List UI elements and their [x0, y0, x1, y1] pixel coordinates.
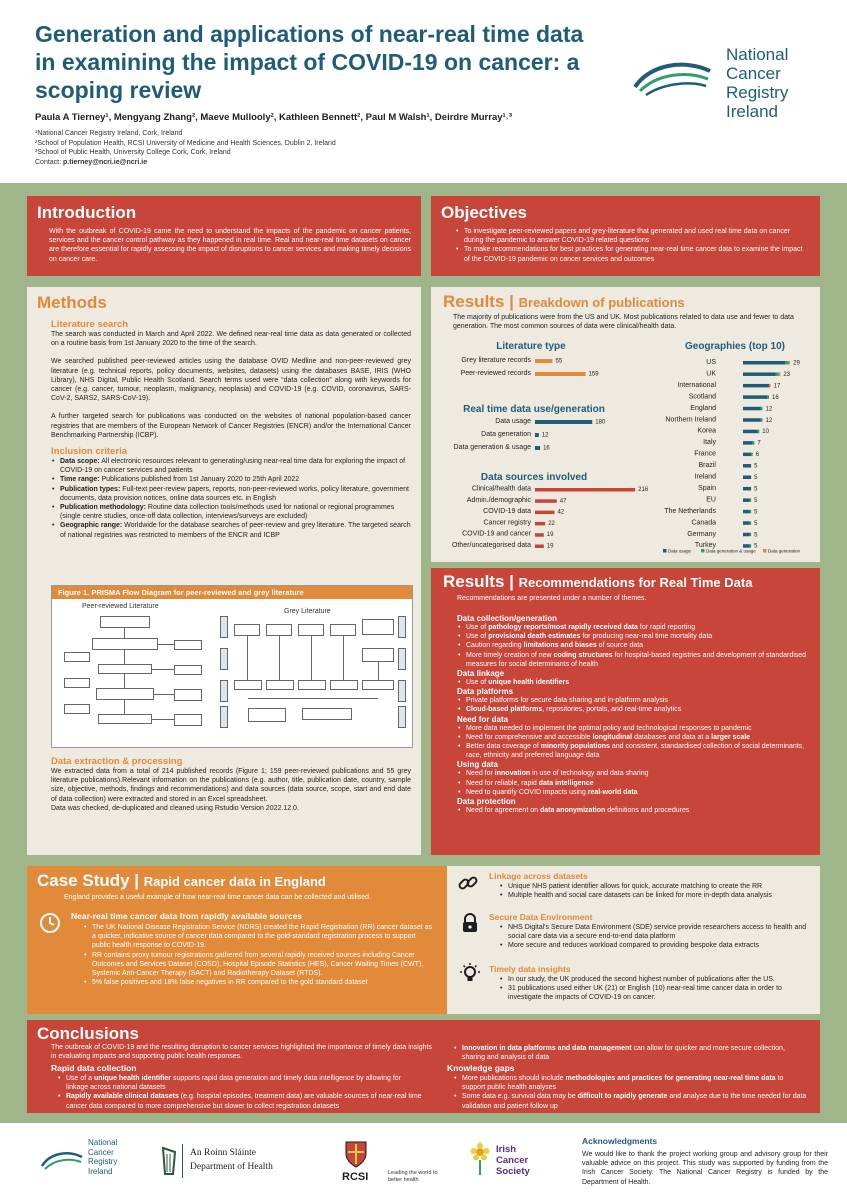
- data-label: 12: [541, 432, 549, 439]
- ncri-logo: [630, 45, 830, 135]
- prisma-figure: [51, 585, 413, 748]
- affiliation-2: ²School of Population Health, RCSI University of Medicine and Health Sciences, Dublin 2, Ireland: [35, 139, 336, 147]
- bar-segment: [743, 544, 750, 548]
- chart-title: Data sources involved: [480, 472, 588, 483]
- recommendations-sections: [457, 614, 807, 815]
- bar-segment: [753, 441, 755, 445]
- insight-list: [499, 975, 814, 1003]
- peer-reviewed-label: Peer-reviewed Literature: [82, 603, 159, 610]
- conclusion-item: • Innovation in data platforms and data management can allow for quicker and more secure collection, sharing and analysis of data: [453, 1044, 808, 1062]
- bar-segment: [750, 498, 752, 502]
- category-label: The Netherlands: [664, 507, 716, 515]
- case-study-heading: Case Study | Rapid cancer data in England: [37, 871, 326, 890]
- lit-search-p2: We searched published peer-reviewed articles using the database OVID Medline and non-peer-reviewed grey literature (e.g. technical reports, policy documents, websites, datasets) using the databases BASE, IRIS (WHO Library), NHS Digital, Public Health Scotland. Search terms used were “data collection” along with keywords for cancer (e.g. cancer, tumour, neoplasm, malignancy, neoplasia) and COVID-19 (e.g. COVID, coronavirus, SARS-CoV-2, SARS2, SARS-CoV-19).: [51, 358, 411, 403]
- knowledge-gaps-list: [453, 1074, 808, 1111]
- bar-segment: [761, 418, 763, 422]
- rec-section-title: Data linkage: [457, 669, 505, 679]
- data-label: 12: [765, 417, 773, 424]
- flow-box: [100, 616, 150, 628]
- objectives-heading: Objectives: [441, 203, 527, 222]
- category-label: International: [677, 381, 716, 389]
- bar: [535, 545, 544, 549]
- rec-item: • Need for reliable, rapid data intelligence: [457, 779, 807, 788]
- rec-section-list: [457, 769, 807, 797]
- bar-segment: [750, 544, 752, 548]
- bar-segment: [779, 372, 781, 376]
- bar-segment: [789, 361, 791, 365]
- authors: Paula A Tierney¹, Mengyang Zhang², Maeve Mullooly², Kathleen Bennett², Paul M Walsh¹, Deirdre Murray¹˒³: [35, 112, 513, 123]
- results-breakdown-heading: Results | Breakdown of publications: [443, 292, 685, 311]
- rec-section-list: [457, 678, 807, 687]
- bar: [535, 420, 592, 424]
- rec-item: • Need for agreement on data anonymization definitions and procedures: [457, 806, 807, 815]
- category-label: Northern Ireland: [665, 416, 716, 424]
- bar: [535, 372, 586, 376]
- rec-item: • Need for comprehensive and accessible longitudinal databases and data at a larger scale: [457, 733, 807, 742]
- inclusion-list: [51, 457, 411, 540]
- rec-section-list: [457, 623, 807, 669]
- data-label: 19: [546, 532, 554, 539]
- bar: [535, 446, 540, 450]
- lock-icon: [459, 912, 481, 934]
- recommendations-intro: Recommendations are presented under a number of themes.: [457, 595, 647, 602]
- bar-segment: [743, 418, 761, 422]
- flow-box: [98, 664, 152, 674]
- rec-item: • Private platforms for secure data sharing and in-platform analysis: [457, 696, 807, 705]
- bar-segment: [750, 521, 752, 525]
- category-label: Data generation: [481, 431, 531, 438]
- rec-item: • Need for innovation in use of technology and data sharing: [457, 769, 807, 778]
- rec-section-title: Data protection: [457, 797, 516, 807]
- lit-search-p1: The search was conducted in March and April 2022. We defined near-real time data as data generated or collected on a routine basis from 1st January 2020 to the time of the search.: [51, 331, 411, 348]
- inclusion-item: • Publication types: Full-text peer-review papers, reports, non-peer-reviewed works, policy literature, government documents, data provision notices, online data sources etc. in English: [51, 485, 411, 503]
- data-label: 5: [754, 486, 758, 493]
- flow-box: [266, 680, 294, 690]
- category-label: COVID-19 and cancer: [462, 530, 531, 538]
- rec-section-title: Using data: [457, 760, 498, 770]
- rec-item: • Use of unique health identifiers: [457, 678, 807, 687]
- bar-segment: [785, 361, 788, 365]
- category-label: US: [706, 359, 716, 366]
- lightbulb-icon: [459, 962, 481, 984]
- bar-segment: [743, 407, 761, 411]
- sde-title: Secure Data Environment: [489, 912, 593, 922]
- acknowledgments-title: Acknowledgments: [582, 1136, 658, 1146]
- category-label: Brazil: [698, 462, 716, 470]
- bar-segment: [758, 430, 760, 434]
- results-breakdown-panel: [431, 287, 820, 562]
- doh-irish-name: An Roinn Sláinte: [190, 1148, 256, 1158]
- bar-segment: [743, 441, 753, 445]
- rec-section-title: Data platforms: [457, 687, 514, 697]
- daffodil-icon: [468, 1142, 492, 1176]
- category-label: Cancer registry: [483, 519, 531, 527]
- data-label: 29: [793, 360, 800, 367]
- rcsi-logo: [340, 1140, 450, 1195]
- contact: Contact: p.tierney@ncri.ie@ncri.ie: [35, 158, 148, 166]
- legend-label: Data generation & usage: [706, 548, 756, 554]
- category-label: Canada: [691, 519, 716, 527]
- rec-item: • Caution regarding limitations and biases of source data: [457, 641, 807, 650]
- category-label: COVID-19 data: [483, 508, 531, 516]
- irish-cancer-society-logo: [468, 1140, 568, 1195]
- flow-box: [174, 714, 202, 726]
- recommendations-heading: Results | Recommendations for Real Time Data: [443, 572, 753, 591]
- data-label: 12: [765, 406, 773, 413]
- category-label: Grey literature records: [461, 357, 531, 364]
- bar-segment: [743, 476, 751, 480]
- flow-box: [234, 624, 260, 636]
- data-label: 180: [595, 419, 606, 426]
- rec-item: • Need to quantify COVID impacts using real-world data: [457, 788, 807, 797]
- bar-segment: [750, 510, 752, 513]
- bar-segment: [743, 487, 751, 491]
- category-label: Spain: [698, 484, 716, 492]
- footer-ncri-text: National Cancer Registry Ireland: [88, 1138, 118, 1176]
- rec-section-list: [457, 806, 807, 815]
- data-label: 16: [543, 445, 550, 452]
- data-label: 6: [755, 452, 760, 459]
- insight-item: • 31 publications used either UK (21) or English (10) near-real time cancer data in order to investigate the impacts of COVID-19 on cancer.: [499, 984, 814, 1002]
- data-label: 47: [559, 498, 567, 505]
- data-label: 42: [557, 509, 565, 516]
- extraction-heading: Data extraction & processing: [51, 756, 183, 767]
- rec-item: • Use of provisional death estimates for producing near-real time mortality data: [457, 632, 807, 641]
- conclusion-item: • Rapidly available clinical datasets (e.g. hospital episodes, treatment data) are valuable sources of near-real time cancer data compared to more comprehensive but slower to collect registration datasets: [57, 1092, 425, 1110]
- category-label: Clinical/health data: [471, 485, 531, 493]
- category-label: Korea: [697, 427, 716, 435]
- data-label: 5: [754, 543, 758, 550]
- conclusions-panel: [27, 1020, 820, 1113]
- bar: [535, 433, 539, 437]
- poster-title: Generation and applications of near-real time data in examining the impact of COVID-19 on cancer: a scoping review: [35, 21, 584, 103]
- harp-icon: [160, 1146, 178, 1176]
- flow-box: [234, 680, 262, 690]
- category-label: Germany: [687, 530, 716, 538]
- rapid-collection-title: Rapid data collection: [51, 1063, 137, 1073]
- bar-segment: [751, 453, 753, 457]
- knowledge-gap-item: • More publications should include methodologies and practices for generating near-real time data to support public health analyses: [453, 1074, 808, 1092]
- sde-item: • NHS Digital's Secure Data Environment (SDE) service provide researchers access to health and social care data via a secure end-to-end data platform: [499, 923, 814, 941]
- case-study-details-panel: [447, 866, 820, 1014]
- data-label: 17: [773, 383, 781, 390]
- bar-segment: [743, 395, 767, 399]
- lit-search-heading: Literature search: [51, 319, 129, 330]
- rcsi-tagline: Leading the world to better health: [388, 1170, 438, 1183]
- legend-swatch: [701, 549, 705, 553]
- bar-segment: [743, 521, 750, 525]
- extraction-text-2: Data was checked, de-duplicated and cleaned using Rstudio Version 2022.12.0.: [51, 804, 299, 812]
- inclusion-item: • Geographic range: Worldwide for the database searches of peer-review and grey literature. The targeted search of national registries was restricted to members of the ENCR and ICBP: [51, 521, 411, 539]
- footer-ncri-logo: [40, 1138, 140, 1193]
- bar: [535, 359, 553, 363]
- flow-box: [98, 714, 152, 724]
- category-label: Other/uncategorised data: [452, 542, 531, 549]
- results-breakdown-intro: The majority of publications were from the US and UK. Most publications related to data use and fewer to data generation. The most common sources of data were clinical/health data.: [453, 314, 794, 331]
- category-label: Italy: [703, 439, 716, 447]
- flow-box: [298, 624, 324, 636]
- data-label: 5: [754, 509, 758, 516]
- ics-name: Irish Cancer Society: [496, 1144, 530, 1177]
- affiliation-1: ¹National Cancer Registry Ireland, Cork, Ireland: [35, 130, 183, 137]
- inclusion-heading: Inclusion criteria: [51, 446, 128, 458]
- conclusions-intro: The outbreak of COVID-19 and the resulting disruption to cancer services highlighted the importance of timely data insights in evaluating impacts and supporting public health responses.: [51, 1044, 432, 1061]
- data-label: 5: [754, 520, 758, 527]
- inclusion-item: • Data scope: All electronic resources relevant to generating/using near-real time data for exploring the impact of COVID-19 on cancer services and patients: [51, 457, 411, 475]
- rapid-sources-list: [83, 923, 435, 987]
- case-study-panel: [27, 866, 447, 1014]
- insight-item: • In our study, the UK produced the second highest number of publications after the US.: [499, 975, 814, 984]
- flow-box: [64, 678, 90, 688]
- data-label: 16: [772, 394, 779, 401]
- ncri-logo-text: National Cancer Registry Ireland: [726, 45, 789, 121]
- acknowledgments: [582, 1136, 828, 1187]
- figure-caption: Figure 1. PRISMA Flow Diagram for peer-reviewed and grey literature: [52, 586, 412, 599]
- rapid-source-item: • The UK National Disease Registration Service (NDRS) created the Rapid Registration (RR) cancer dataset as a quicker, indicative source of cancer data compared to the gold-standard registration process to support public health response to COVID-19.: [83, 923, 435, 951]
- legend-label: Data usage: [668, 548, 692, 554]
- rec-item: • More timely creation of new coding structures for hospital-based registries and development of standardised measures for social determinants of health: [457, 651, 807, 669]
- affiliation-3: ³School of Public Health, University College Cork, Cork, Ireland: [35, 149, 231, 157]
- inclusion-item: • Publication methodology: Routine data collection tools/methods used for national or regional programmes (single centre studies, once-off data collection, interviews/surveys are excluded): [51, 503, 411, 521]
- category-label: Data generation & usage: [453, 444, 531, 451]
- acknowledgments-text: We would like to thank the project working group and advisory group for their valuable advice on this project. This study was supported by funding from the Irish Cancer Society. The National Cancer Registry is funded by the Department of Health.: [582, 1151, 828, 1186]
- rapid-source-item: • RR contains proxy tumour registrations gathered from several rapidly received sources including Cancer Outcomes and Services Dataset (COSD), Hospital Episode Statistics (HES), Cancer Waiting Times (CWT), Systemic Anti-Cancer Therapy (SACT) and Radiotherapy Dataset (RTDS).: [83, 951, 435, 979]
- category-label: UK: [706, 370, 716, 378]
- bar-segment: [743, 510, 750, 513]
- affiliations: [35, 129, 336, 167]
- link-icon: [457, 872, 479, 894]
- data-label: 216: [638, 487, 649, 493]
- linkage-item: • Unique NHS patient identifier allows for quick, accurate matching to create the RR: [499, 882, 814, 891]
- introduction-panel: [27, 196, 421, 276]
- contact-email[interactable]: p.tierney@ncri.ie@ncri.ie: [63, 158, 148, 166]
- data-label: 22: [548, 520, 555, 527]
- department-of-health-logo: [160, 1140, 300, 1190]
- flow-box: [64, 652, 90, 662]
- bar-segment: [743, 384, 769, 388]
- data-label: 5: [754, 532, 758, 539]
- rapid-sources-title: Near-real time cancer data from rapidly available sources: [71, 911, 303, 921]
- objectives-list: [441, 227, 810, 264]
- objective-item: • To make recommendations for best practices for generating near-real time cancer data to examine the impact of the COVID-19 pandemic on cancer services and outcomes: [455, 245, 810, 263]
- bar: [535, 499, 557, 503]
- flow-box: [362, 619, 394, 635]
- flow-box: [330, 624, 356, 636]
- rec-section-title: Need for data: [457, 714, 509, 724]
- flow-box: [92, 638, 158, 650]
- bar-segment: [769, 384, 771, 388]
- bar-segment: [743, 453, 751, 457]
- category-label: Turkey: [694, 542, 716, 550]
- innovation-list: [453, 1044, 808, 1062]
- methods-panel: [27, 287, 421, 855]
- data-label: 159: [588, 371, 599, 378]
- bar: [535, 511, 554, 514]
- bar-segment: [743, 464, 751, 468]
- data-label: 5: [754, 497, 758, 504]
- objectives-panel: [431, 196, 820, 276]
- rec-item: • More data needed to implement the optimal policy and technological responses to pandemic: [457, 724, 807, 733]
- ncri-swirl-icon: [40, 1150, 84, 1172]
- data-label: 10: [762, 429, 769, 436]
- linkage-list: [499, 882, 814, 900]
- category-label: Scotland: [688, 393, 716, 401]
- data-label: 5: [754, 475, 758, 481]
- rcsi-crest-icon: [344, 1140, 368, 1168]
- case-study-intro: England provides a useful example of how near-real time cancer data can be collected and utilised.: [64, 894, 372, 901]
- bar-segment: [761, 407, 763, 411]
- sde-item: • More secure and reduces workload compared to providing bespoke data extracts: [499, 941, 814, 950]
- lit-search-p3: A further targeted search for publications was conducted on the websites of national population-based cancer registries that are members of the European Network of Cancer Registries (ENCR) and/or the International Cancer Benchmarking Partnership (ICBP).: [51, 413, 411, 439]
- flow-box: [174, 665, 202, 675]
- category-label: Ireland: [694, 473, 716, 481]
- sde-list: [499, 923, 814, 951]
- flow-box: [362, 648, 394, 662]
- bar-segment: [750, 533, 752, 537]
- bar: [535, 522, 545, 526]
- data-label: 19: [546, 543, 554, 550]
- linkage-item: • Multiple health and social care datasets can be linked for more in-depth data analysis: [499, 891, 814, 900]
- bar-segment: [743, 372, 776, 376]
- rec-item: • Cloud-based platforms, repositories, portals, and real-time analytics: [457, 705, 807, 714]
- bar-segment: [743, 533, 750, 537]
- conclusions-heading: Conclusions: [37, 1024, 140, 1043]
- rec-item: • Better data coverage of minority populations and consistent, standardised collection of social determinants, race, ethnicity and preferred language data: [457, 742, 807, 760]
- bar: [535, 533, 544, 537]
- rec-item: • Use of pathology reports/most rapidly received data for rapid reporting: [457, 623, 807, 632]
- rec-section-title: Data collection/generation: [457, 614, 558, 623]
- flow-box: [362, 680, 394, 690]
- category-label: France: [694, 450, 716, 458]
- bar-segment: [743, 361, 785, 365]
- flow-box: [298, 680, 326, 690]
- grey-literature-label: Grey Literature: [284, 608, 331, 615]
- chart-title: Geographies (top 10): [684, 341, 786, 352]
- flow-box: [174, 689, 202, 701]
- knowledge-gap-item: • Some data e.g. survival data may be difficult to rapidly generate and analyse due to the time needed for data validation and patient follow up: [453, 1092, 808, 1110]
- data-label: 55: [555, 358, 563, 365]
- extraction-text: We extracted data from a total of 214 published records (Figure 1; 159 peer-reviewed publications and 55 grey literature publications).Relevant information on the publications (e.g. author, title, publication date, country, sample size, objective, methods, findings and recommendations) and data sources (data source, scope, start and end date of data collection) were extracted and stored in an Excel spreadsheet.: [51, 768, 411, 803]
- ncri-swirl-icon: [630, 59, 715, 99]
- bar: [535, 488, 635, 492]
- rapid-source-item: • 5% false positives and 18% false negatives in RR compared to the gold standard dataset: [83, 978, 435, 987]
- rapid-collection-list: [57, 1074, 425, 1111]
- rcsi-name: RCSI: [342, 1171, 369, 1183]
- doh-english-name: Department of Health: [190, 1162, 273, 1172]
- knowledge-gaps-title: Knowledge gaps: [447, 1063, 515, 1073]
- breakdown-charts: [431, 287, 820, 562]
- inclusion-item: • Time range: Publications published from 1st January 2020 to 25th April 2022: [51, 475, 411, 484]
- bar-segment: [776, 372, 779, 376]
- clock-icon: [39, 912, 61, 934]
- extraction-section: [51, 756, 411, 813]
- category-label: Admin./demographic: [466, 496, 531, 504]
- flow-box: [64, 704, 90, 714]
- objective-item: • To investigate peer-reviewed papers and grey-literature that generated and used real time data on cancer during the pandemic to answer COVID-19 related questions: [455, 227, 810, 245]
- recommendations-panel: [431, 568, 820, 855]
- methods-body: [51, 319, 411, 540]
- legend-label: Data generation: [768, 548, 801, 554]
- flow-box: [174, 640, 202, 650]
- methods-heading: Methods: [37, 293, 107, 312]
- legend-swatch: [763, 549, 767, 553]
- category-label: Peer-reviewed records: [460, 370, 531, 377]
- rec-section-list: [457, 724, 807, 761]
- flow-box: [330, 680, 358, 690]
- data-label: 5: [754, 463, 758, 470]
- bar-segment: [743, 430, 758, 434]
- data-label: 7: [757, 440, 761, 447]
- flow-box: [302, 708, 352, 720]
- rec-section-list: [457, 696, 807, 714]
- insight-title: Timely data insights: [489, 964, 571, 974]
- category-label: England: [690, 404, 716, 412]
- flow-box: [248, 708, 286, 722]
- conclusion-item: • Use of a unique health identifier supports rapid data generation and timely data intelligence by allowing for linkage across national datasets: [57, 1074, 425, 1092]
- category-label: Data usage: [495, 418, 531, 425]
- flow-box: [96, 688, 154, 700]
- bar-segment: [743, 498, 750, 502]
- introduction-text: With the outbreak of COVID-19 came the need to understand the impacts of the pandemic on cancer patients, services and the cancer control pathway as they happened in real time. Real and near-real time datasets on cancer are therefore essential for rapidly assessing the impact of disruptions to cancer services and making timely decisions on cancer care.: [49, 228, 411, 263]
- legend-swatch: [663, 549, 667, 553]
- introduction-heading: Introduction: [37, 203, 137, 222]
- category-label: EU: [706, 496, 716, 504]
- data-label: 23: [783, 371, 791, 378]
- chart-title: Real time data use/generation: [463, 404, 605, 415]
- flow-box: [266, 624, 292, 636]
- chart-title: Literature type: [496, 341, 566, 352]
- bar-segment: [767, 395, 769, 399]
- linkage-title: Linkage across datasets: [489, 871, 588, 881]
